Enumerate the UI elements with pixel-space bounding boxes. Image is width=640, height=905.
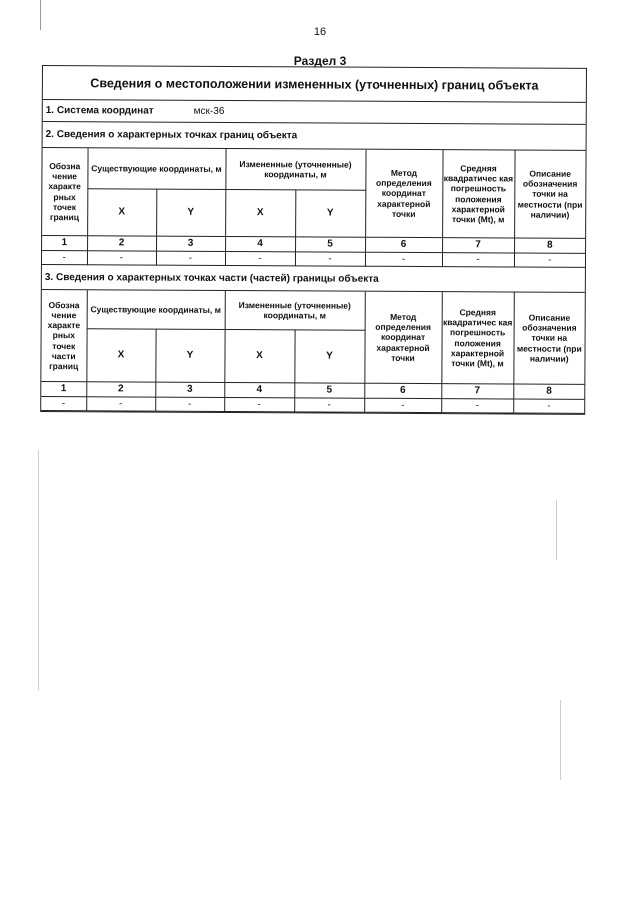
header-existing-y: Y [156, 189, 225, 236]
table-cell: - [295, 252, 365, 266]
page-number: 16 [313, 26, 327, 38]
column-number: 8 [513, 384, 584, 399]
column-number: 7 [442, 238, 514, 253]
column-number: 5 [295, 237, 365, 252]
column-number: 3 [156, 236, 225, 251]
table-cell: - [442, 253, 514, 267]
table-cell: - [294, 398, 364, 412]
table-cell: - [86, 397, 155, 411]
header-method: Метод определения координат характерной точки [365, 150, 442, 238]
table-cell: - [156, 251, 225, 265]
column-number: 5 [294, 383, 364, 398]
column-number: 2 [87, 236, 156, 251]
header-existing-x: X [87, 189, 156, 236]
boundary-points-table [42, 148, 586, 268]
header-description: Описание обозначения точки на местности (при наличии) [513, 292, 584, 384]
header-existing-x: X [86, 329, 155, 382]
column-number: 3 [155, 382, 224, 397]
table-cell: - [513, 399, 584, 413]
header-existing-y: Y [155, 329, 224, 382]
header-method: Метод определения координат характерной точки [364, 292, 441, 384]
header-existing-coords: Существующие координаты, м [87, 290, 225, 329]
table-cell: - [225, 251, 295, 265]
section3-heading: 3. Сведения о характерных точках части (частей) границы объекта [42, 265, 585, 293]
scan-edge-mark [560, 700, 561, 780]
header-changed-coords: Измененные (уточненные) координаты, м [225, 291, 365, 330]
table-row [41, 397, 584, 414]
header-existing-coords: Существующие координаты, м [87, 148, 225, 189]
header-changed-y: Y [294, 330, 364, 383]
section2-heading: 2. Сведения о характерных точках границ объекта [43, 122, 586, 151]
header-accuracy: Средняя квадратичес кая погрешность положения характерной точки (Mt), м [441, 292, 513, 384]
table-cell: - [441, 399, 513, 413]
table-cell: - [42, 251, 87, 265]
column-number: 1 [41, 382, 86, 397]
section-title: Раздел 3 [293, 54, 347, 68]
scan-edge-mark [40, 0, 41, 30]
header-changed-x: X [224, 329, 294, 382]
table-cell: - [41, 397, 86, 411]
coordinate-system-label: 1. Система координат [45, 105, 154, 117]
table-cell: - [224, 397, 294, 411]
boundary-info-form [40, 65, 587, 415]
table-cell: - [365, 252, 442, 266]
column-number: 6 [365, 237, 442, 252]
column-number: 4 [225, 236, 295, 251]
scan-edge-mark [556, 500, 557, 560]
table-cell: - [87, 251, 156, 265]
table-cell: - [155, 397, 224, 411]
header-designation: Обозна чение характе рных точек части границ [41, 290, 86, 382]
table-cell: - [364, 398, 441, 412]
part-boundary-points-table [41, 290, 585, 414]
header-designation: Обозна чение характе рных точек границ [42, 148, 87, 236]
scan-edge-mark [38, 450, 39, 690]
column-number: 1 [42, 236, 87, 251]
column-number: 8 [514, 238, 585, 253]
column-number: 6 [364, 383, 441, 398]
column-number: 7 [441, 384, 513, 399]
header-changed-coords: Измененные (уточненные) координаты, м [225, 149, 365, 190]
column-number: 2 [86, 382, 155, 397]
column-number: 4 [224, 382, 294, 397]
header-accuracy: Средняя квадратичес кая погрешность положения характерной точки (Mt), м [442, 150, 514, 238]
coordinate-system-row [43, 100, 586, 125]
table-cell: - [514, 253, 585, 267]
coordinate-system-value: мск-36 [193, 105, 225, 117]
header-description: Описание обозначения точки на местности (при наличии) [514, 150, 585, 238]
header-changed-y: Y [295, 190, 365, 237]
header-changed-x: X [225, 189, 295, 236]
form-title: Сведения о местоположении измененных (уточненных) границ объекта [43, 66, 586, 103]
